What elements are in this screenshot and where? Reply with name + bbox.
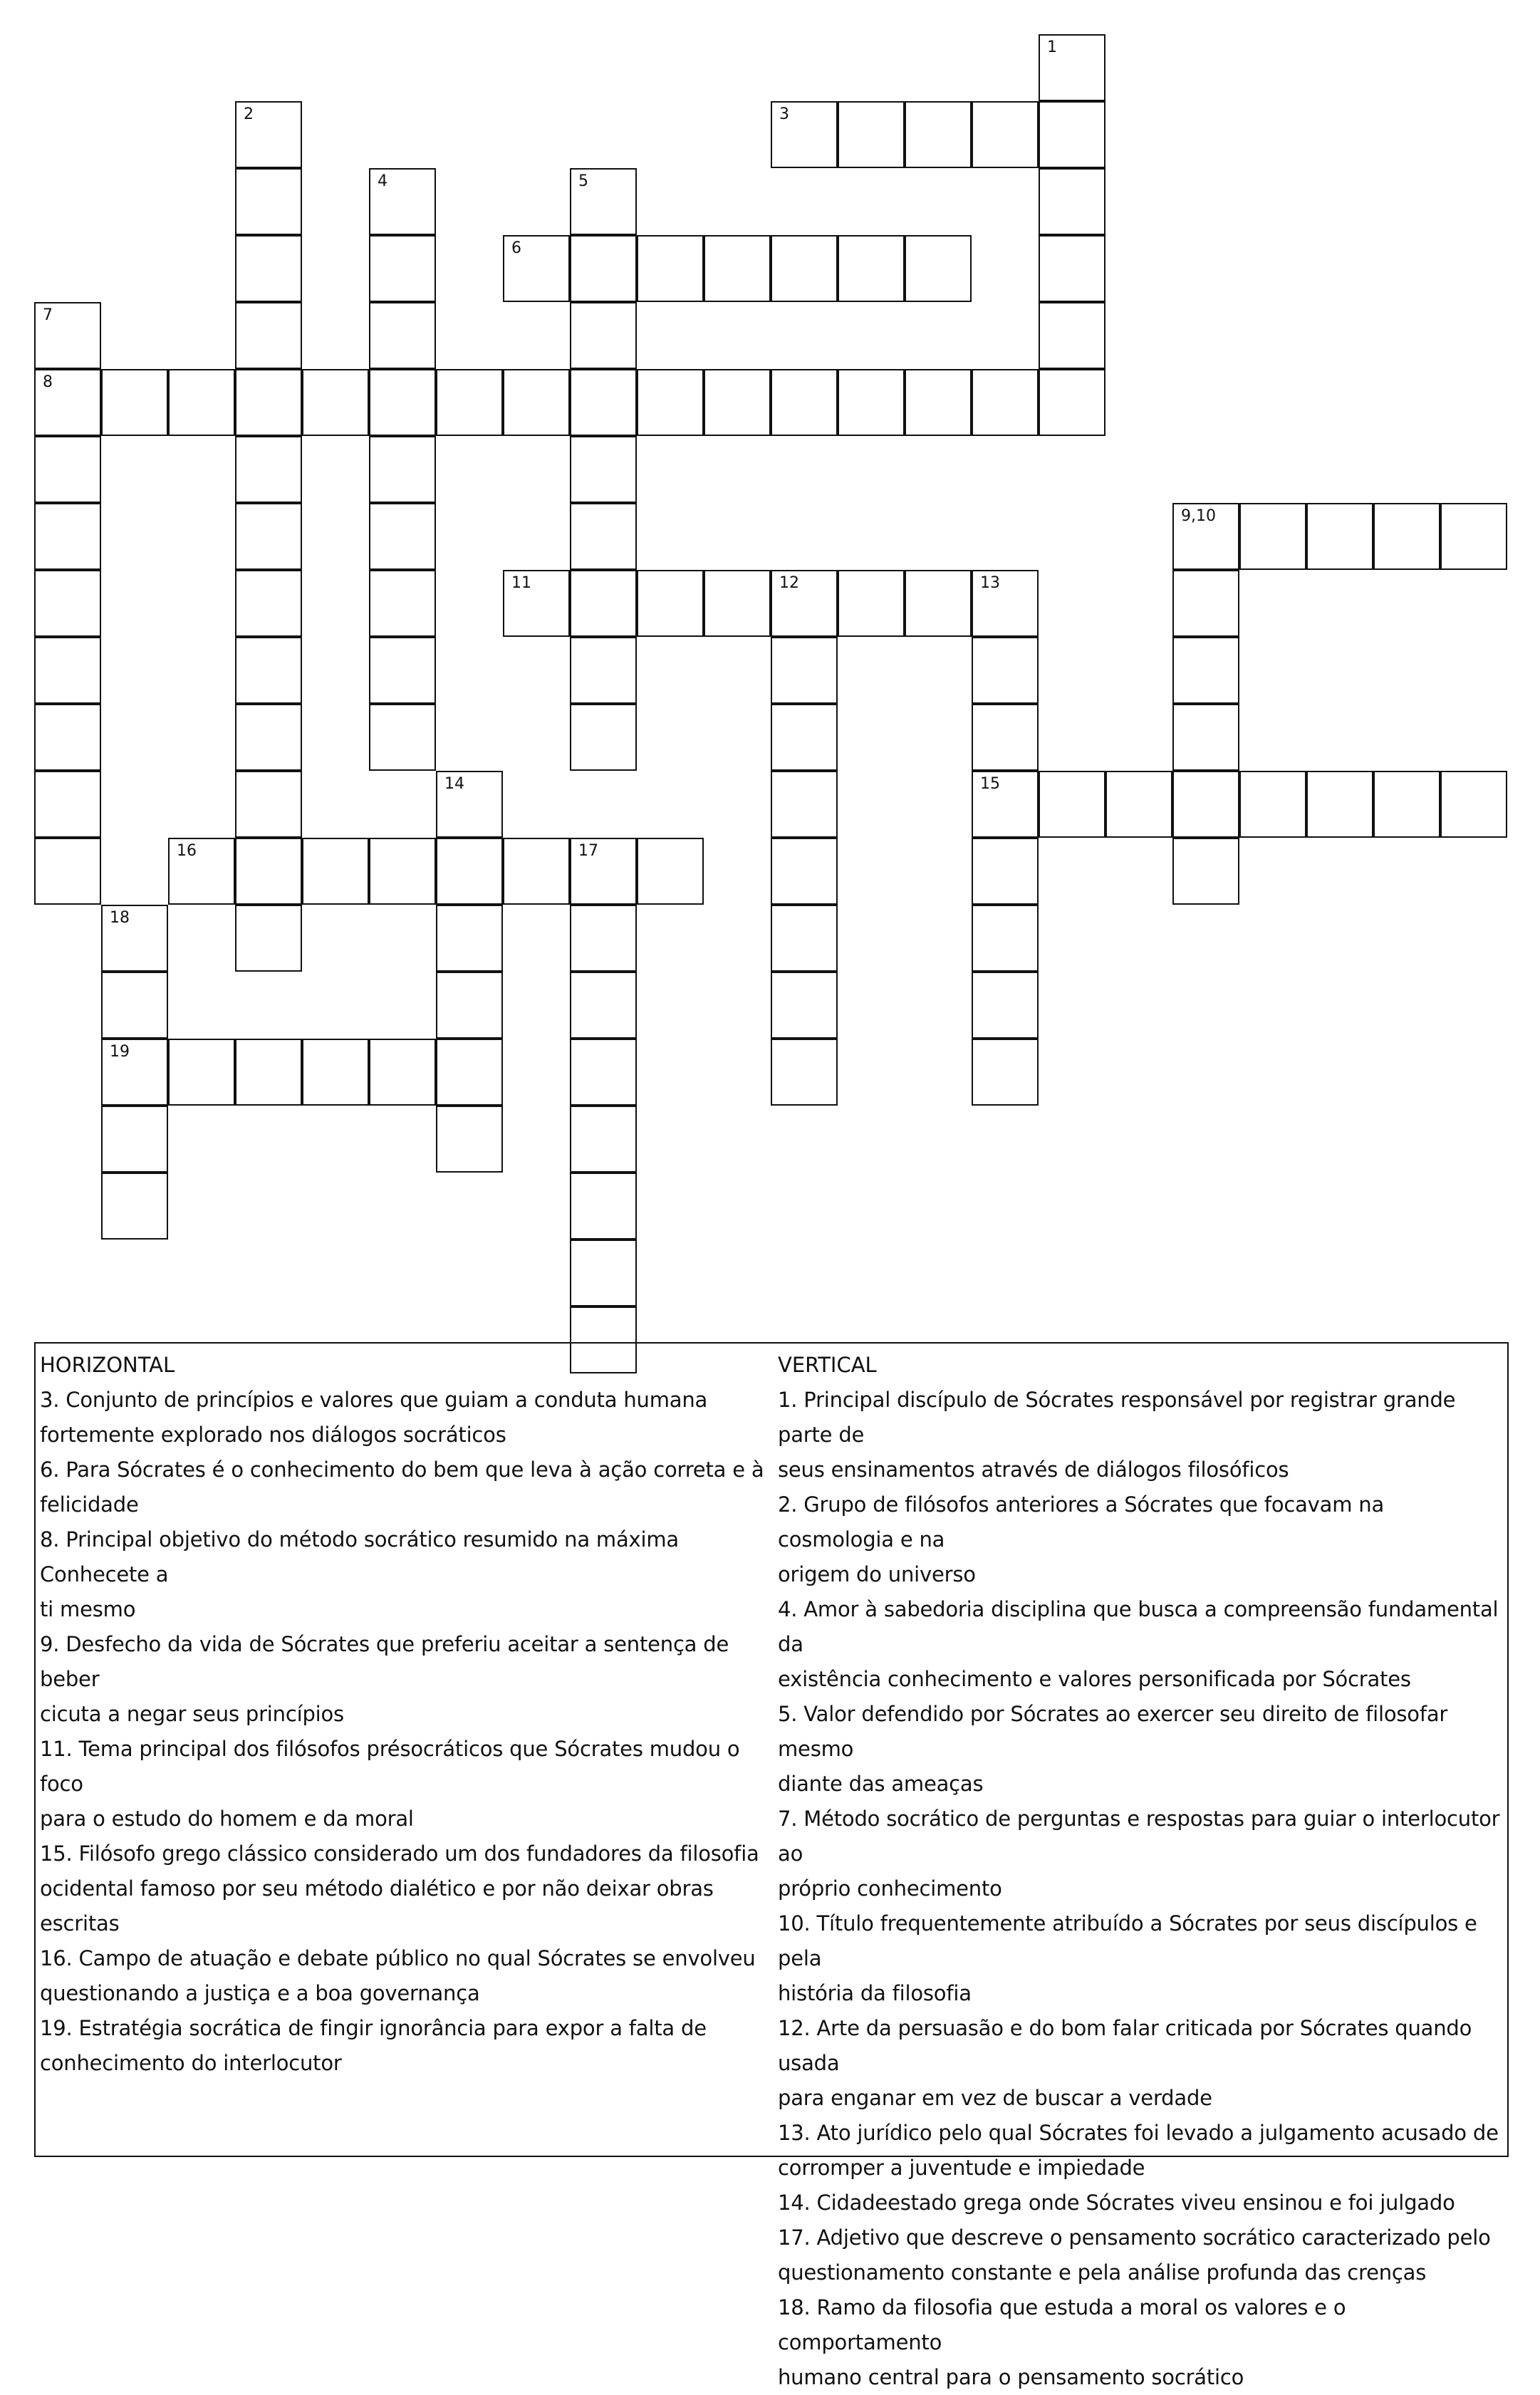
grid-cell[interactable] <box>570 637 637 704</box>
grid-cell[interactable] <box>503 838 570 905</box>
grid-cell[interactable] <box>1373 503 1440 570</box>
grid-cell[interactable] <box>235 302 302 369</box>
grid-cell[interactable] <box>369 235 436 302</box>
clue-line: próprio conhecimento <box>778 1876 1002 1901</box>
clue-line: para o estudo do homem e da moral <box>40 1807 414 1831</box>
grid-cell[interactable] <box>168 369 235 436</box>
grid-cell[interactable] <box>235 436 302 503</box>
clue-line: para enganar em vez de buscar a verdade <box>778 2086 1212 2110</box>
clue-number: 12 <box>779 574 799 592</box>
clue-line: 16. Campo de atuação e debate público no qual Sócrates se envolveu <box>40 1946 756 1970</box>
grid-cell[interactable] <box>704 369 771 436</box>
grid-cell[interactable] <box>436 905 503 972</box>
grid-cell[interactable] <box>235 637 302 704</box>
grid-cell[interactable] <box>972 637 1039 704</box>
clue-line: 13. Ato jurídico pelo qual Sócrates foi levado a julgamento acusado de <box>778 2121 1499 2145</box>
grid-cell[interactable] <box>1172 637 1239 704</box>
grid-cell[interactable] <box>838 369 905 436</box>
grid-cell[interactable] <box>34 771 101 838</box>
clue-line: 9. Desfecho da vida de Sócrates que preferiu aceitar a sentença de beber <box>40 1632 729 1691</box>
grid-cell[interactable] <box>570 905 637 972</box>
clue-number: 19 <box>110 1043 130 1061</box>
grid-cell[interactable] <box>570 838 637 905</box>
grid-cell[interactable] <box>235 704 302 771</box>
clue-line: humano central para o pensamento socrático <box>778 2365 1244 2389</box>
grid-cell[interactable] <box>34 503 101 570</box>
grid-cell[interactable] <box>1373 771 1440 838</box>
grid-cell[interactable] <box>168 1039 235 1106</box>
grid-cell[interactable] <box>34 704 101 771</box>
clue-line: 14. Cidadeestado grega onde Sócrates viveu ensinou e foi julgado <box>778 2191 1455 2215</box>
grid-cell[interactable] <box>704 235 771 302</box>
grid-cell[interactable] <box>905 570 972 637</box>
grid-cell[interactable] <box>570 1039 637 1106</box>
grid-cell[interactable] <box>570 235 637 302</box>
grid-cell[interactable] <box>101 972 168 1039</box>
grid-cell[interactable] <box>838 570 905 637</box>
grid-cell[interactable] <box>838 101 905 168</box>
grid-cell[interactable] <box>302 1039 369 1106</box>
clue-line: ocidental famoso por seu método dialético e por não deixar obras escritas <box>40 1876 714 1936</box>
grid-cell[interactable] <box>570 704 637 771</box>
grid-cell[interactable] <box>436 972 503 1039</box>
grid-cell[interactable] <box>235 570 302 637</box>
grid-cell[interactable] <box>503 235 570 302</box>
clue-number: 6 <box>511 239 521 257</box>
grid-cell[interactable] <box>637 570 704 637</box>
clue-number: 8 <box>43 373 53 391</box>
clue-line: 1. Principal discípulo de Sócrates responsável por registrar grande parte de <box>778 1388 1456 1447</box>
grid-cell[interactable] <box>905 369 972 436</box>
grid-cell[interactable] <box>1039 771 1105 838</box>
grid-cell[interactable] <box>771 369 838 436</box>
clue-line: 3. Conjunto de princípios e valores que guiam a conduta humana <box>40 1388 708 1412</box>
grid-cell[interactable] <box>637 838 704 905</box>
grid-cell[interactable] <box>436 1039 503 1106</box>
clue-line: felicidade <box>40 1492 139 1517</box>
grid-cell[interactable] <box>1306 503 1373 570</box>
grid-cell[interactable] <box>570 436 637 503</box>
clues-box <box>34 1342 1509 2389</box>
grid-cell[interactable] <box>235 101 302 168</box>
grid-cell[interactable] <box>369 1039 436 1106</box>
grid-cell[interactable] <box>369 369 436 436</box>
horizontal-clues <box>40 1348 766 2081</box>
grid-cell[interactable] <box>235 771 302 838</box>
grid-cell[interactable] <box>771 101 838 168</box>
grid-cell[interactable] <box>1239 503 1306 570</box>
grid-cell[interactable] <box>972 101 1039 168</box>
clue-line: conhecimento do interlocutor <box>40 2051 342 2075</box>
grid-cell[interactable] <box>1039 34 1105 101</box>
grid-cell[interactable] <box>369 704 436 771</box>
grid-cell[interactable] <box>101 1039 168 1106</box>
clue-number: 2 <box>244 105 254 123</box>
grid-cell[interactable] <box>1172 704 1239 771</box>
clue-number: 3 <box>779 105 789 123</box>
grid-cell[interactable] <box>905 101 972 168</box>
clue-line: 19. Estratégia socrática de fingir ignorância para expor a falta de <box>40 2016 707 2040</box>
grid-cell[interactable] <box>771 235 838 302</box>
grid-cell[interactable] <box>1039 168 1105 235</box>
grid-cell[interactable] <box>972 905 1039 972</box>
grid-cell[interactable] <box>771 905 838 972</box>
clue-line: origem do universo <box>778 1562 976 1586</box>
grid-cell[interactable] <box>570 1173 637 1240</box>
clue-line: 17. Adjetivo que descreve o pensamento socrático caracterizado pelo <box>778 2225 1491 2250</box>
clue-line: seus ensinamentos através de diálogos filosóficos <box>778 1458 1289 1482</box>
clue-line: história da filosofia <box>778 1981 972 2005</box>
grid-cell[interactable] <box>1440 503 1507 570</box>
grid-cell[interactable] <box>436 838 503 905</box>
grid-cell[interactable] <box>503 369 570 436</box>
grid-cell[interactable] <box>1239 771 1306 838</box>
grid-cell[interactable] <box>436 1106 503 1173</box>
clue-number: 4 <box>378 172 387 190</box>
grid-cell[interactable] <box>34 570 101 637</box>
clue-line: 15. Filósofo grego clássico considerado um dos fundadores da filosofia <box>40 1841 759 1866</box>
grid-cell[interactable] <box>1039 235 1105 302</box>
grid-cell[interactable] <box>1172 570 1239 637</box>
grid-cell[interactable] <box>771 838 838 905</box>
clue-number: 9,10 <box>1181 507 1216 525</box>
grid-cell[interactable] <box>570 302 637 369</box>
grid-cell[interactable] <box>369 436 436 503</box>
grid-cell[interactable] <box>369 168 436 235</box>
horizontal-title: HORIZONTAL <box>40 1353 175 1377</box>
clue-number: 13 <box>980 574 1000 592</box>
clue-line: 12. Arte da persuasão e do bom falar criticada por Sócrates quando usada <box>778 2016 1472 2075</box>
clue-number: 15 <box>980 775 1000 793</box>
grid-cell[interactable] <box>235 168 302 235</box>
clue-number: 1 <box>1047 38 1057 56</box>
grid-cell[interactable] <box>34 637 101 704</box>
grid-cell[interactable] <box>972 704 1039 771</box>
clue-line: existência conhecimento e valores personificada por Sócrates <box>778 1667 1411 1691</box>
clue-line: 11. Tema principal dos filósofos présocráticos que Sócrates mudou o foco <box>40 1737 740 1796</box>
grid-cell[interactable] <box>1440 771 1507 838</box>
grid-cell[interactable] <box>1039 302 1105 369</box>
clue-line: cicuta a negar seus princípios <box>40 1702 344 1726</box>
clue-line: fortemente explorado nos diálogos socráticos <box>40 1423 506 1447</box>
grid-cell[interactable] <box>1105 771 1172 838</box>
clue-line: 6. Para Sócrates é o conhecimento do bem que leva à ação correta e à <box>40 1458 764 1482</box>
clue-line: 5. Valor defendido por Sócrates ao exercer seu direito de filosofar mesmo <box>778 1702 1448 1761</box>
grid-cell[interactable] <box>436 771 503 838</box>
grid-cell[interactable] <box>101 905 168 972</box>
grid-cell[interactable] <box>369 302 436 369</box>
grid-cell[interactable] <box>972 838 1039 905</box>
grid-cell[interactable] <box>972 570 1039 637</box>
clue-number: 17 <box>578 842 598 860</box>
grid-cell[interactable] <box>570 972 637 1039</box>
grid-cell[interactable] <box>235 905 302 972</box>
grid-cell[interactable] <box>570 570 637 637</box>
grid-cell[interactable] <box>570 503 637 570</box>
grid-cell[interactable] <box>101 369 168 436</box>
vertical-title: VERTICAL <box>778 1353 877 1377</box>
grid-cell[interactable] <box>771 1039 838 1106</box>
grid-cell[interactable] <box>570 369 637 436</box>
grid-cell[interactable] <box>771 704 838 771</box>
clue-number: 11 <box>511 574 531 592</box>
grid-cell[interactable] <box>570 168 637 235</box>
clue-line: 18. Ramo da filosofia que estuda a moral os valores e o comportamento <box>778 2295 1346 2354</box>
clue-line: 8. Principal objetivo do método socrático resumido na máxima Conhecete a <box>40 1527 679 1586</box>
grid-cell[interactable] <box>704 570 771 637</box>
grid-cell[interactable] <box>101 1173 168 1240</box>
clue-line: 2. Grupo de filósofos anteriores a Sócrates que focavam na cosmologia e na <box>778 1492 1385 1552</box>
grid-cell[interactable] <box>235 1039 302 1106</box>
grid-cell[interactable] <box>1172 771 1239 838</box>
grid-cell[interactable] <box>302 369 369 436</box>
grid-cell[interactable] <box>838 235 905 302</box>
clue-line: 4. Amor à sabedoria disciplina que busca a compreensão fundamental da <box>778 1597 1499 1656</box>
grid-cell[interactable] <box>34 838 101 905</box>
clue-number: 5 <box>578 172 588 190</box>
grid-cell[interactable] <box>905 235 972 302</box>
grid-cell[interactable] <box>771 972 838 1039</box>
grid-cell[interactable] <box>302 838 369 905</box>
grid-cell[interactable] <box>570 1240 637 1306</box>
grid-cell[interactable] <box>168 838 235 905</box>
grid-cell[interactable] <box>1039 369 1105 436</box>
clue-number: 7 <box>43 306 53 324</box>
grid-cell[interactable] <box>771 570 838 637</box>
grid-cell[interactable] <box>235 369 302 436</box>
clue-line: corromper a juventude e impiedade <box>778 2156 1145 2180</box>
grid-cell[interactable] <box>436 369 503 436</box>
grid-cell[interactable] <box>1039 101 1105 168</box>
clue-line: 10. Título frequentemente atribuído a Sócrates por seus discípulos e pela <box>778 1911 1477 1970</box>
grid-cell[interactable] <box>369 570 436 637</box>
grid-cell[interactable] <box>34 302 101 369</box>
vertical-clues <box>778 1348 1504 2395</box>
grid-cell[interactable] <box>235 235 302 302</box>
grid-cell[interactable] <box>637 369 704 436</box>
clue-line: ti mesmo <box>40 1597 136 1621</box>
grid-cell[interactable] <box>369 838 436 905</box>
grid-cell[interactable] <box>771 637 838 704</box>
clue-line: questionando a justiça e a boa governança <box>40 1981 480 2005</box>
clue-line: questionamento constante e pela análise profunda das crenças <box>778 2260 1427 2285</box>
grid-cell[interactable] <box>235 503 302 570</box>
grid-cell[interactable] <box>972 369 1039 436</box>
grid-cell[interactable] <box>1172 503 1239 570</box>
grid-cell[interactable] <box>637 235 704 302</box>
grid-cell[interactable] <box>34 436 101 503</box>
grid-cell[interactable] <box>369 503 436 570</box>
grid-cell[interactable] <box>503 570 570 637</box>
grid-cell[interactable] <box>235 838 302 905</box>
grid-cell[interactable] <box>1306 771 1373 838</box>
grid-cell[interactable] <box>771 771 838 838</box>
clue-number: 14 <box>444 775 464 793</box>
grid-cell[interactable] <box>101 1106 168 1173</box>
clue-number: 18 <box>110 909 130 927</box>
grid-cell[interactable] <box>34 369 101 436</box>
grid-cell[interactable] <box>570 1106 637 1173</box>
grid-cell[interactable] <box>972 771 1039 838</box>
grid-cell[interactable] <box>369 637 436 704</box>
grid-cell[interactable] <box>1172 838 1239 905</box>
clue-line: 7. Método socrático de perguntas e respostas para guiar o interlocutor ao <box>778 1807 1500 1866</box>
clue-line: diante das ameaças <box>778 1772 984 1796</box>
clue-number: 16 <box>177 842 197 860</box>
grid-cell[interactable] <box>972 972 1039 1039</box>
grid-cell[interactable] <box>972 1039 1039 1106</box>
